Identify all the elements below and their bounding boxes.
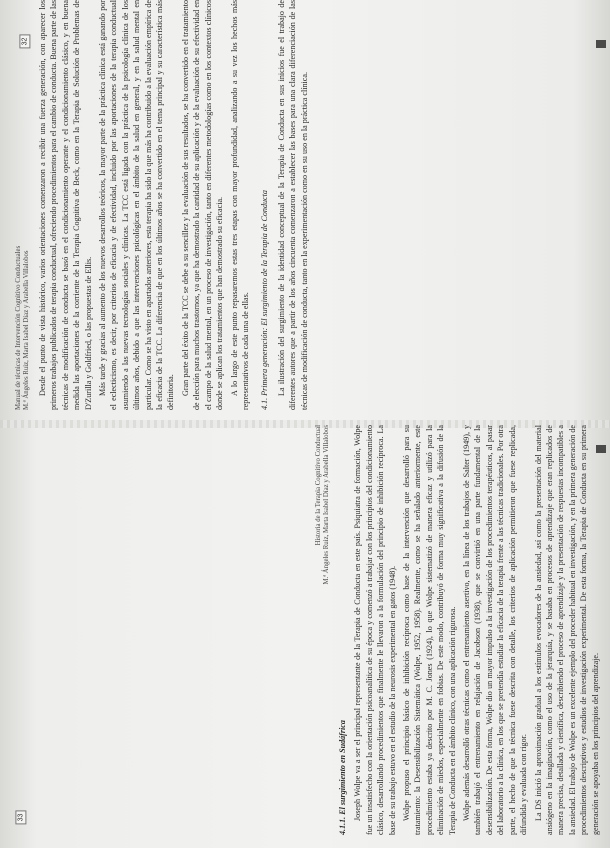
paragraph: Wolpe propuso el principio básico de inhibición recíproca como base de la intervención que desarrolló para su tratamiento: la Desensibilización Sistemática (Wolpe, 1952, 1958). Realmente, como se ha señalado anteriormente, este procedimiento estaba ya descrito por M. C. Jones (1924), lo que Wolpe sistematizó de manera eficaz y utilizó para la eliminación de miedos, especialmente en fobias. De este modo, contribuyó de forma muy significativa a la difusión de la Terapia de Conducta en el ámbito clínico, con una aplicación rigurosa. (402, 425, 457, 835)
page-number-top: 32 (19, 35, 30, 49)
paragraph: Más tarde y gracias al aumento de los nuevos desarrollos teóricos, la mayor parte de la práctica clínica está ganando por el eclecticismo, es decir, por criterios de eficacia y de efectividad, incluido por las aportaciones de la terapia conductual asumiendo a las nuevas tecnologías sociales y clínicas. La TCC está ligada con la práctica de la psicología clínica de los últimos años, debido a que las intervenciones psicológicas en el ámbito de la salud en general, y en la salud mental en particular. Como se ha visto en apartados anteriores, esta terapia ha sido la que más ha contribuido a la evaluación empírica de la eficacia de la TCC. La diferencia de que en los últimos años se ha convertido en el tema principal y su característica más definitoria. (98, 0, 176, 410)
running-head-title: Historia de la Terapia Cognitivo Conductual (315, 425, 322, 546)
running-head-title: Manual de técnicas de Intervención Cognitivo Conductuales (15, 245, 22, 410)
running-head (315, 425, 331, 835)
sub-heading: 4.1.1. El surgimiento en Sudáfrica (338, 720, 347, 835)
paragraph: Joseph Wolpe va a ser el principal representante de la Terapia de Conducta en este país. Psiquiatra de formación, Wolpe fue un insatisfecho con la orientación psicoanalítica de su época y comenzó a trabajar con los principios del condicionamiento clásico, desarrollando procedimientos que finalmente le llevaron a la formulación del principio de inhibición recíproca. La base de su trabajo estuvo en el estudio de la neurosis experimental en gatos (1948). (353, 425, 397, 835)
paragraph: Wolpe además desarrolló otras técnicas como el entrenamiento asertivo, en la línea de los trabajos de Salter (1949), y también trabajó el entrenamiento en relajación de Jacobson (1938), que se convirtió en una parte fundamental de la desensibilización. De esta forma, Wolpe dio un mayor impulso a la investigación de los procedimientos terapéuticos, al pasar del laboratorio a la clínica, en los que se pretendía estudiar la eficacia de la terapia frente a las técnicas tradicionales. Por otra parte, el hecho de que la técnica fuese descrita con detalle, los criterios de aplicación permitieron que fuese replicada, difundida y evaluada con rigor. (462, 425, 529, 835)
paragraph: Desde el punto de vista histórico, varios orientaciones comenzaron a recibir una fuerza generación, con aparecer los primeros trabajos publicados de terapia conductual, ofreciendo procedimientos para el cambio de conducta. Buena parte de las técnicas de modificación de conducta se basó en el condicionamiento operante y el condicionamiento clásico, y en buena medida las aportaciones de la corriente de la Terapia Cognitiva de Beck, como en la Terapia de Solución de Problemas de D'Zurilla y Goldfried, o las propuestas de Ellis. (38, 0, 93, 410)
running-head-authors: M.ª Ángeles Ruiz, Marta Isabel Díaz y Arabella Villalobos (323, 425, 330, 585)
running-head (15, 0, 31, 410)
paragraph: A lo largo de este punto repasaremos estas tres etapas con mayor profundidad, analizando a su vez los hechos más representativos de cada una de ellas. (229, 0, 250, 410)
section-heading: 4.1. Primera generación: El surgimiento de la Terapia de Conducta (260, 190, 270, 410)
document-page-bottom (315, 425, 605, 835)
page-number-bottom: 33 (15, 811, 26, 825)
paragraph: La DS inició la aproximación gradual a los estímulos evocadores de la ansiedad, así como la presentación del material ansiógeno en la imaginación, como el uso de la jerarquía, y se basaba en procesos de aprendizaje que eran replicados de manera precisa, detallada y científica, describiendo el proceso de aprendizaje y la presentación de respuestas incompatibles a la ansiedad. El trabajo de Wolpe es un excelente ejemplo del proceder habitual en investigación, y en la primera generación de procedimientos descriptivos y estudios de investigación experimental. De esta forma, la Terapia de Conducta en su primera generación se apoyaba en los principios del aprendizaje. (533, 425, 600, 835)
paragraph: Gran parte del éxito de la TCC se debe a su sencillez y la evaluación de sus resultados, se ha convertido en el tratamiento de elección para muchos trastornos, ya que ha demostrado la cantidad de su aplicación y de la evaluación de su efectividad en el campo de la salud mental, en un proceso de investigación, tanto en diferentes metodologías como en los contextos clínicos donde se aplican los tratamientos que han demostrado su eficacia. (180, 0, 225, 410)
corner-mark (596, 40, 606, 48)
paragraph: La ilustración del surgimiento de la identidad conceptual de la Terapia de Conducta en sus inicios fue el trabajo de diferentes autores que a partir de los años cincuenta comenzaron a establecer las bases para una clara diferenciación de las técnicas de modificación de conducta, tanto en la experimentación como en su uso en la práctica clínica. (276, 0, 309, 410)
running-head-authors: M.ª Ángeles Ruiz, Marta Isabel Díaz y Arabella Villalobos (23, 250, 30, 410)
document-page-top (15, 0, 309, 410)
